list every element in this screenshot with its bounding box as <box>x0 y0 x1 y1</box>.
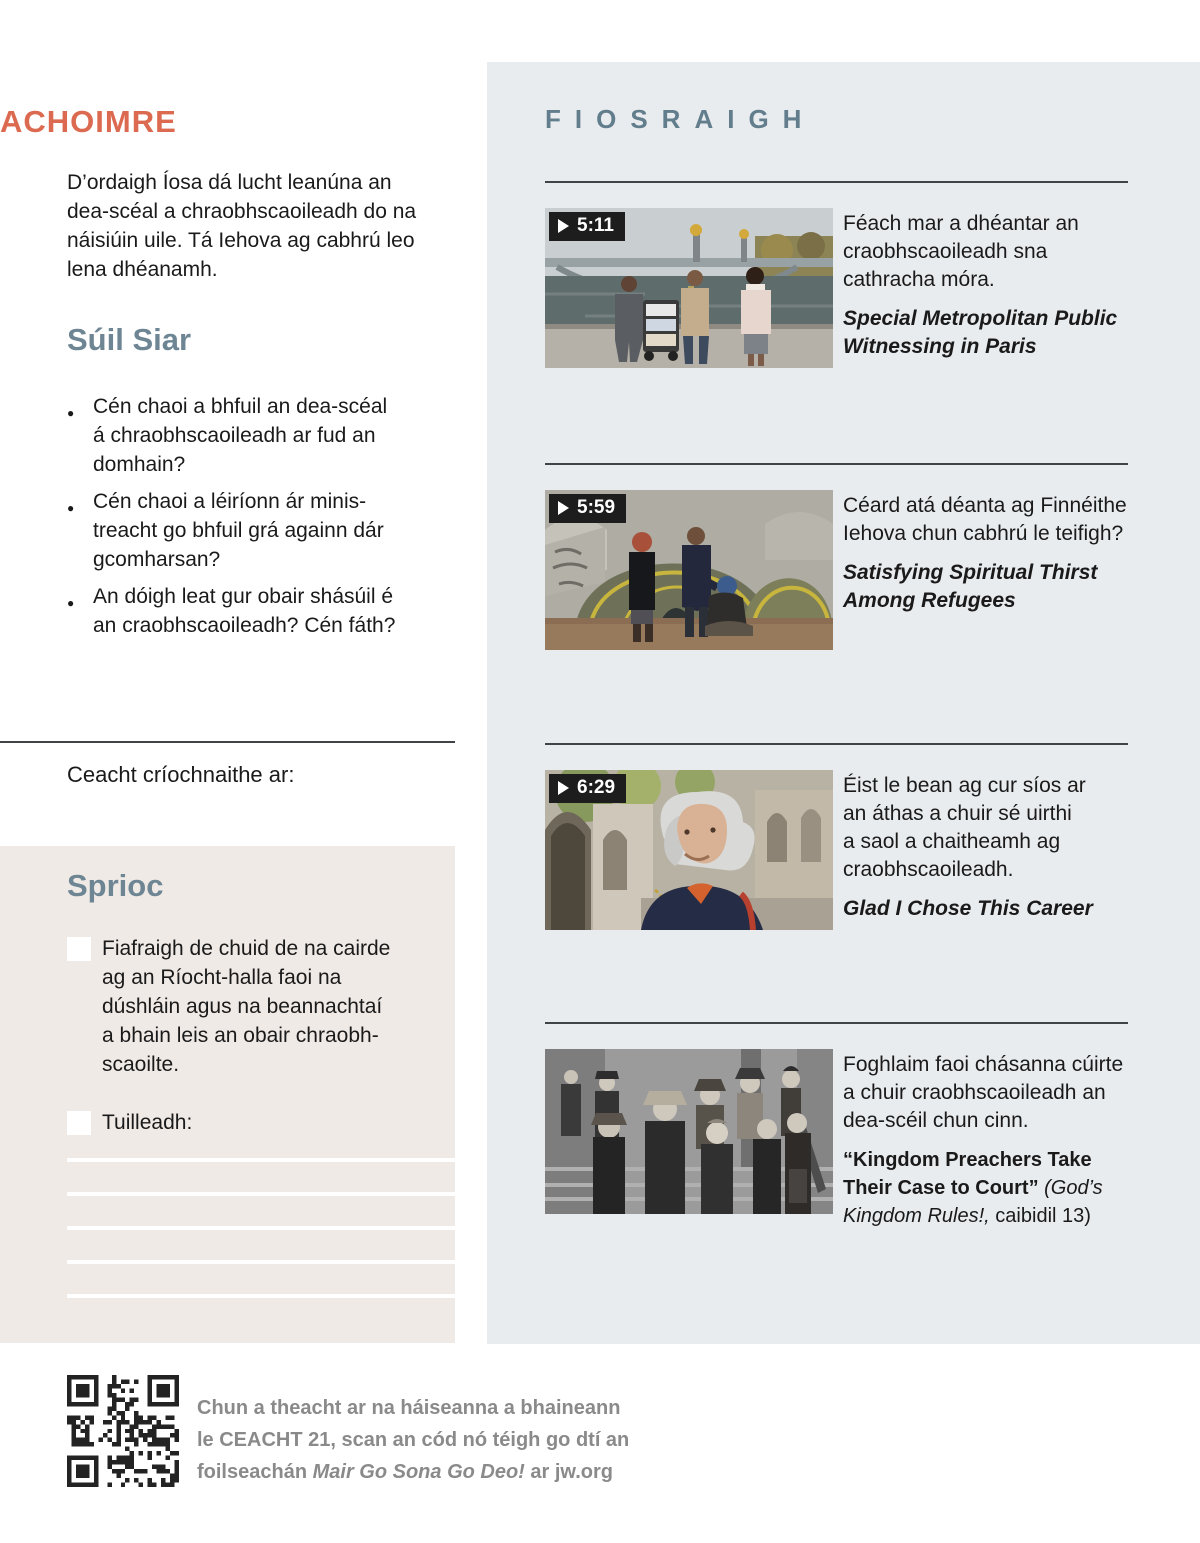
summary-line: D’ordaigh Íosa dá lucht leanúna an <box>67 171 392 194</box>
video-title <box>843 305 1128 361</box>
task-checkbox[interactable] <box>67 937 91 961</box>
goal-panel <box>0 846 455 1343</box>
desc-line: a chuir craobhscaoileadh an <box>843 1081 1106 1104</box>
video-item <box>545 743 1128 1022</box>
summary-line: dea-scéal a chraobhscaoileadh do na <box>67 200 417 223</box>
task-line: dúshláin agus na beannachtaí <box>102 995 383 1018</box>
summary-heading: ACHOIMRE <box>0 104 177 139</box>
question-line: ● Cén chaoi a bhfuil an dea-scéal <box>93 395 388 418</box>
writing-line[interactable] <box>67 1260 455 1294</box>
title-line <box>843 1174 1128 1202</box>
task-text <box>102 934 390 1079</box>
writing-line[interactable] <box>67 1294 455 1328</box>
video-text <box>843 210 1128 361</box>
question-line: gcomharsan? <box>93 548 221 571</box>
video-description <box>843 772 1128 884</box>
desc-line: a saol a chaitheamh ag <box>843 830 1061 853</box>
footer-text-part: ar jw.org <box>524 1461 614 1483</box>
summary-line: lena dhéanamh. <box>67 258 218 281</box>
video-item <box>545 1022 1128 1284</box>
video-duration: 6:29 <box>577 777 616 798</box>
summary-line: náisiúin uile. Tá Iehova ag cabhrú leo <box>67 229 415 252</box>
play-icon <box>558 781 569 795</box>
review-questions <box>93 392 395 648</box>
review-question <box>93 392 395 479</box>
article-text <box>843 1051 1128 1230</box>
article-thumbnail[interactable] <box>545 1049 833 1214</box>
title-part: caibidil 13) <box>989 1205 1091 1227</box>
desc-line: dea-scéil chun cinn. <box>843 1109 1029 1132</box>
explore-heading: FIOSRAIGH <box>545 104 816 134</box>
video-title <box>843 895 1128 923</box>
qr-code <box>67 1375 179 1487</box>
video-thumbnail[interactable] <box>545 208 833 368</box>
play-icon <box>558 219 569 233</box>
desc-line: Foghlaim faoi chásanna cúirte <box>843 1053 1124 1076</box>
review-question <box>93 487 395 574</box>
question-line: treacht go bhfuil grá againn dár <box>93 519 384 542</box>
task-line: a bhain leis an obair chraobh- <box>102 1024 379 1047</box>
question-line: ● Cén chaoi a léiríonn ár minis- <box>93 490 367 513</box>
desc-line: craobhscaoileadh sna <box>843 240 1048 263</box>
title-line: Among Refugees <box>843 589 1016 612</box>
review-heading: Súil Siar <box>67 322 192 357</box>
video-item <box>545 181 1128 463</box>
video-duration-badge <box>549 774 626 803</box>
writing-line[interactable] <box>67 1226 455 1260</box>
article-description <box>843 1051 1128 1135</box>
question-line: an craobhscaoileadh? Cén fáth? <box>93 614 396 637</box>
summary-paragraph <box>67 168 416 284</box>
desc-line: an áthas a chuir sé uirthi <box>843 802 1072 825</box>
task-line: ag an Ríocht-halla faoi na <box>102 966 342 989</box>
article-title <box>843 1146 1128 1230</box>
question-line: domhain? <box>93 453 186 476</box>
historical-group-photo <box>545 1049 833 1214</box>
video-thumbnail[interactable] <box>545 490 833 650</box>
qr-instructions <box>197 1392 629 1488</box>
video-duration-badge <box>549 494 626 523</box>
desc-line: Iehova chun cabhrú le teifigh? <box>843 522 1124 545</box>
goal-heading: Sprioc <box>67 868 164 903</box>
goal-task <box>67 934 390 1079</box>
title-part: “Kingdom Preachers Take <box>843 1149 1092 1171</box>
title-part: Kingdom Rules!, <box>843 1205 990 1227</box>
video-item <box>545 463 1128 743</box>
video-duration-badge <box>549 212 625 241</box>
task-text: Tuilleadh: <box>102 1111 193 1134</box>
desc-line: craobhscaoileadh. <box>843 858 1014 881</box>
title-part: (God’s <box>1038 1177 1103 1199</box>
video-description <box>843 210 1128 294</box>
review-question <box>93 582 395 640</box>
video-title <box>843 559 1128 615</box>
footer-line <box>197 1456 629 1488</box>
lesson-completed-label: Ceacht críochnaithe ar: <box>67 762 295 787</box>
title-line: Special Metropolitan Public <box>843 307 1118 330</box>
goal-task <box>67 1108 192 1137</box>
video-duration: 5:59 <box>577 497 616 518</box>
left-divider <box>0 741 455 743</box>
writing-lines <box>67 1158 455 1328</box>
desc-line: Céard atá déanta ag Finnéithe <box>843 494 1127 517</box>
title-line: Glad I Chose This Career <box>843 897 1093 920</box>
question-line: á chraobhscaoileadh ar fud an <box>93 424 376 447</box>
task-line: scaoilte. <box>102 1053 180 1076</box>
video-text <box>843 772 1128 923</box>
explore-panel <box>487 62 1200 1344</box>
title-part: Their Case to Court” <box>843 1177 1039 1199</box>
video-text <box>843 492 1128 615</box>
title-line <box>843 1146 1128 1174</box>
video-duration: 5:11 <box>577 215 614 236</box>
footer-text-part: foilseachán <box>197 1461 313 1483</box>
desc-line: Féach mar a dhéantar an <box>843 212 1079 235</box>
footer-line: le CEACHT 21, scan an cód nó téigh go dtí an <box>197 1429 630 1451</box>
task-checkbox[interactable] <box>67 1111 91 1135</box>
footer-line: Chun a theacht ar na háiseanna a bhaineann <box>197 1397 621 1419</box>
desc-line: cathracha móra. <box>843 268 995 291</box>
writing-line[interactable] <box>67 1158 455 1192</box>
play-icon <box>558 501 569 515</box>
title-line: Satisfying Spiritual Thirst <box>843 561 1098 584</box>
task-line: Fiafraigh de chuid de na cairde <box>102 937 391 960</box>
desc-line: Éist le bean ag cur síos ar <box>843 774 1086 797</box>
title-line: Witnessing in Paris <box>843 335 1037 358</box>
writing-line[interactable] <box>67 1192 455 1226</box>
title-line <box>843 1202 1128 1230</box>
question-line: ● An dóigh leat gur obair shásúil é <box>93 585 394 608</box>
video-description <box>843 492 1128 548</box>
video-thumbnail[interactable] <box>545 770 833 930</box>
publication-title: Mair Go Sona Go Deo! <box>312 1461 525 1483</box>
